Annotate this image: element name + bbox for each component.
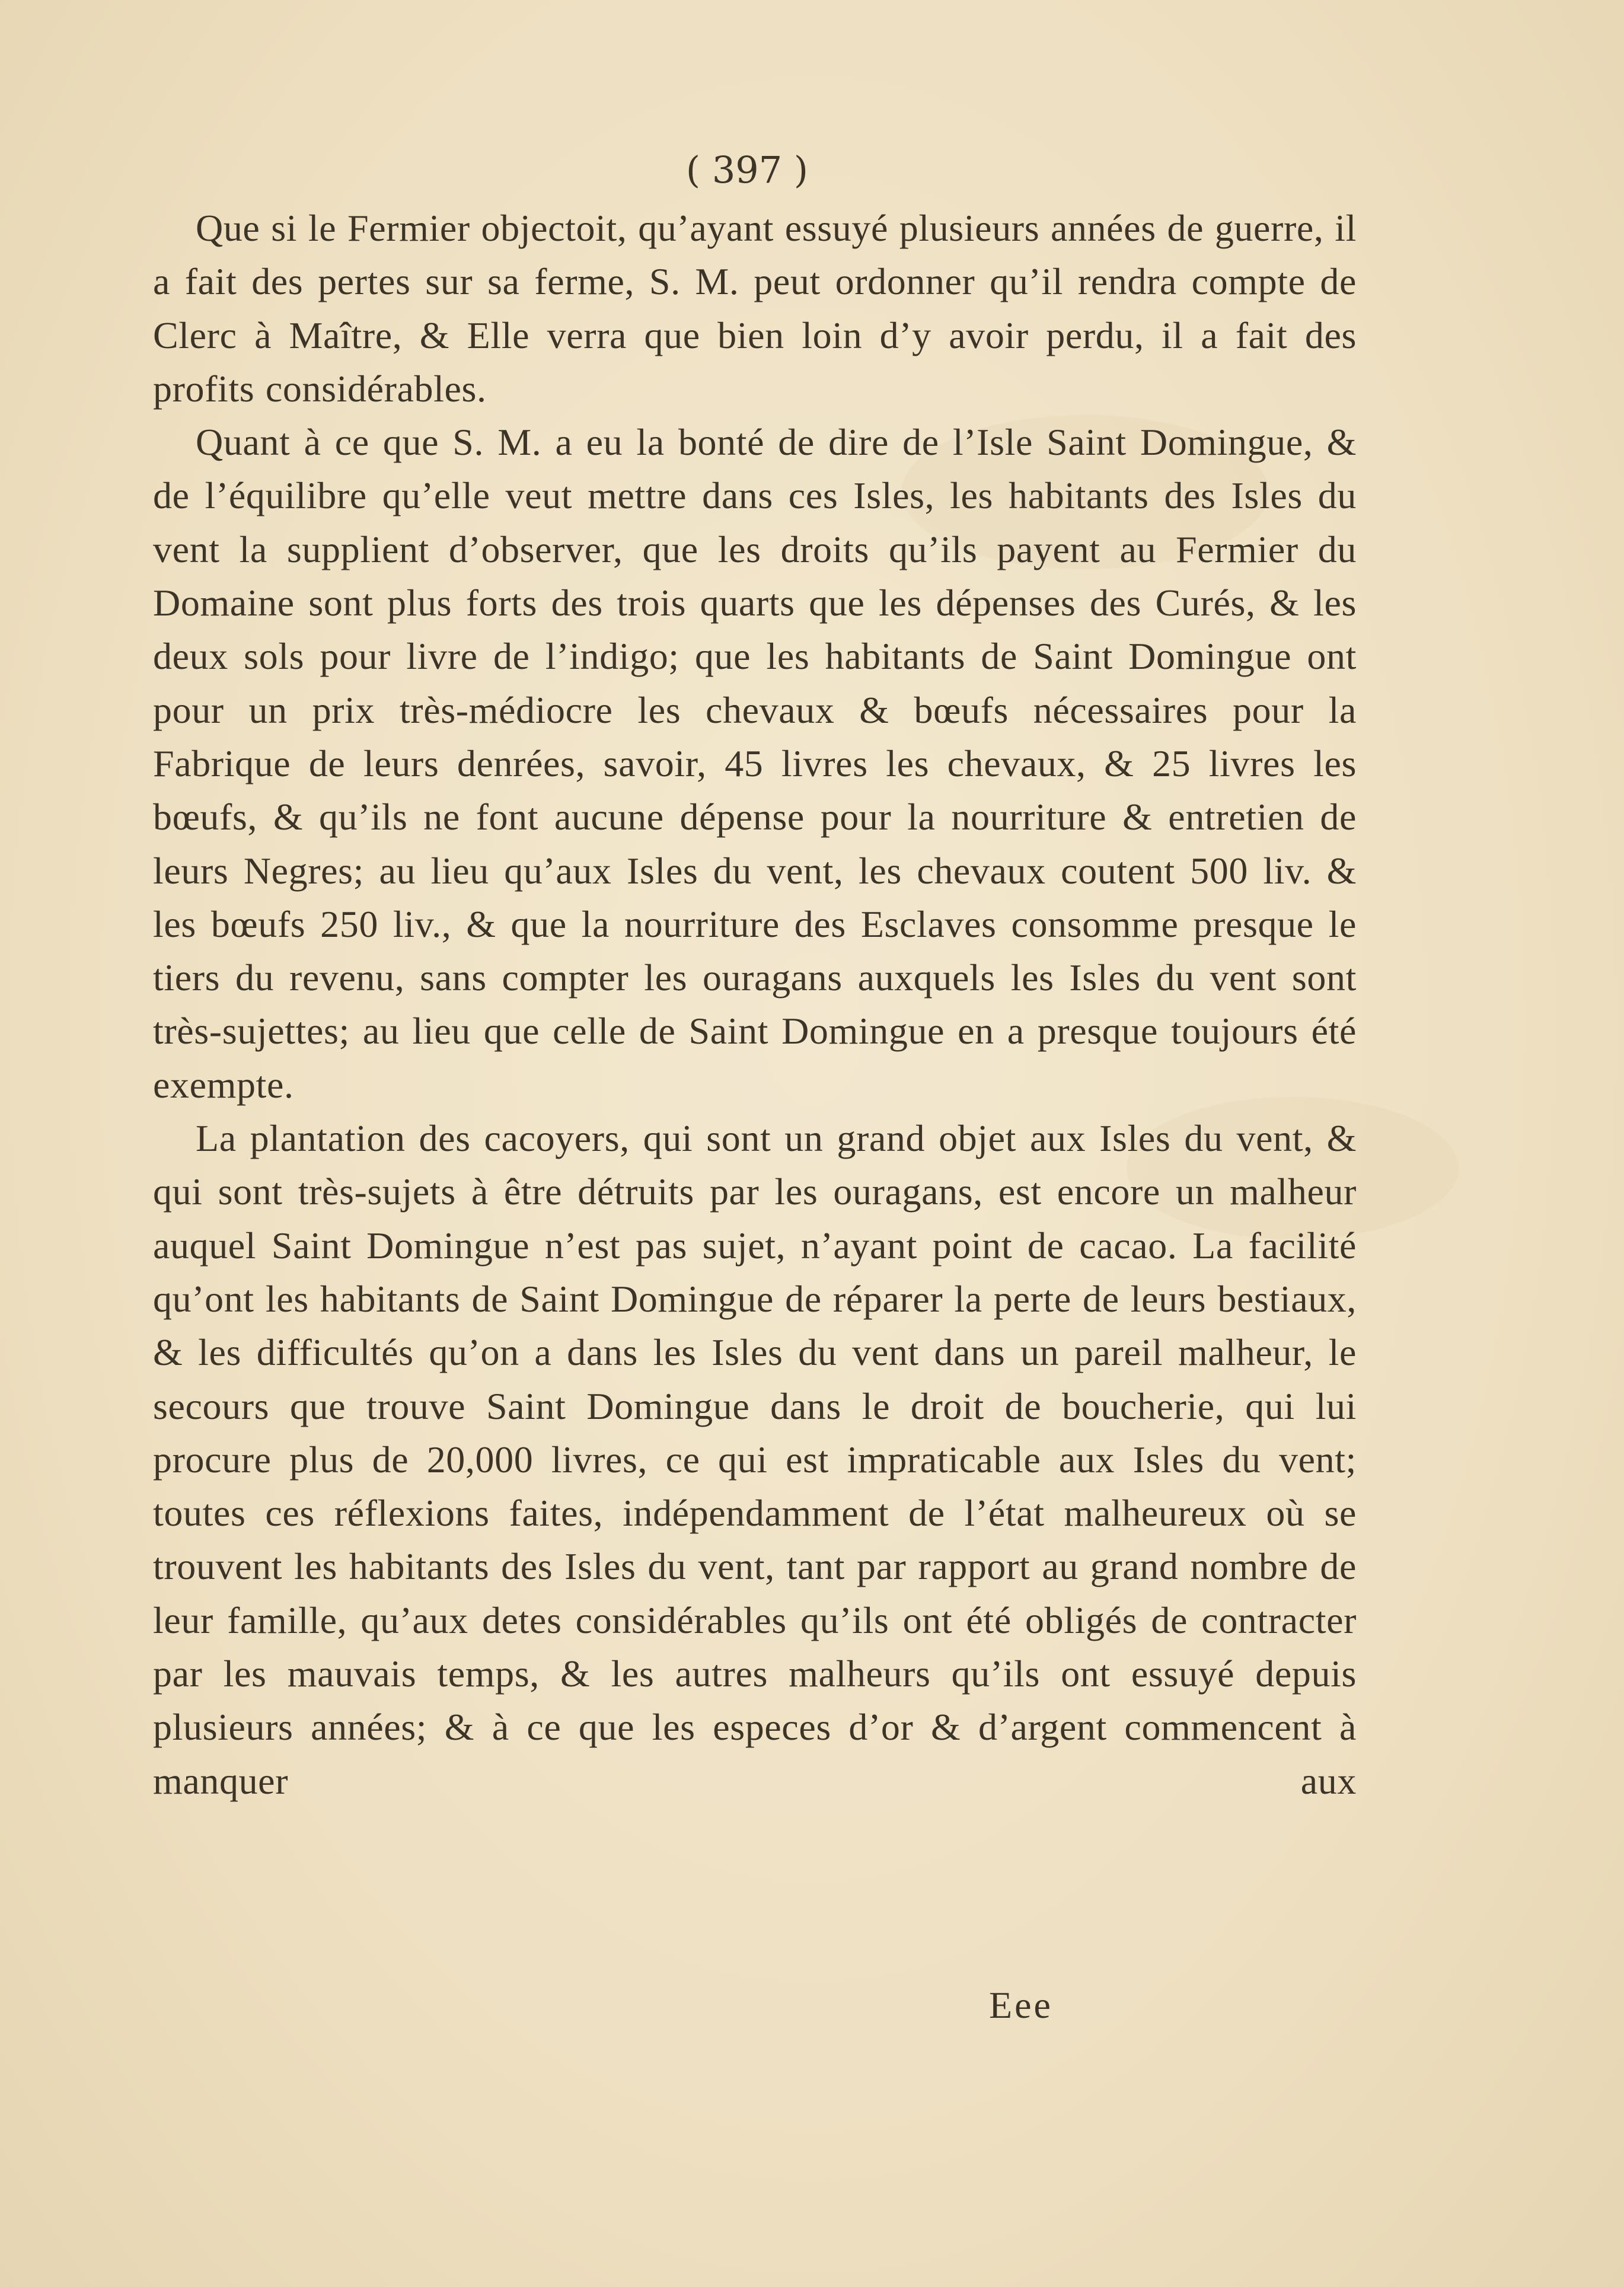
catchword: Eee [989, 1984, 1053, 2026]
paragraph: Quant à ce que S. M. a eu la bonté de dire de l’Isle Saint Domingue, & de l’équilibre qu’elle veut mettre dans ces Isles, les habitants des Isles du vent la supplient d’observer, que les droits qu’ils payent au Fermier du Domaine sont plus forts des trois quarts que les dépenses des Curés, & les deux sols pour livre de l’indigo; que les habitants de Saint Domingue ont pour un prix très-médiocre les chevaux & bœufs nécessaires pour la Fabrique de leurs denrées, savoir, 45 livres les chevaux, & 25 livres les bœufs, & qu’ils ne font aucune dépense pour la nourriture & entretien de leurs Negres; au lieu qu’aux Isles du vent, les chevaux coutent 500 liv. & les bœufs 250 liv., & que la nourriture des Esclaves consomme presque le tiers du revenu, sans compter les ouragans auxquels les Isles du vent sont très-sujettes; au lieu que celle de Saint Domingue en a presque toujours été exempte. [153, 421, 1357, 1106]
paragraph: La plantation des cacoyers, qui sont un grand objet aux Isles du vent, & qui sont très-sujets à être détruits par les ouragans, est encore un malheur auquel Saint Domingue n’est pas sujet, n’ayant point de cacao. La facilité qu’ont les habitants de Saint Domingue de réparer la perte de leurs bestiaux, & les difficultés qu’on a dans les Isles du vent dans un pareil malheur, le secours que trouve Saint Domingue dans le droit de boucherie, qui lui procure plus de 20,000 livres, ce qui est impraticable aux Isles du vent; toutes ces réflexions faites, indépendamment de l’état malheureux où se trouvent les habitants des Isles du vent, tant par rapport au grand nombre de leur famille, qu’aux detes considérables qu’ils ont été obligés de contracter par les mauvais temps, & les autres malheurs qu’ils ont essuyé depuis plusieurs années; & à ce que les especes d’or & d’argent commencent à manquer aux [153, 1117, 1357, 1802]
paragraph: Que si le Fermier objectoit, qu’ayant essuyé plusieurs années de guerre, il a fait des pertes sur sa ferme, S. M. peut ordonner qu’il rendra compte de Clerc à Maître, & Elle verra que bien loin d’y avoir perdu, il a fait des profits considérables. [153, 207, 1357, 410]
body-text [153, 202, 1357, 1808]
page-number: ( 397 ) [685, 148, 809, 192]
